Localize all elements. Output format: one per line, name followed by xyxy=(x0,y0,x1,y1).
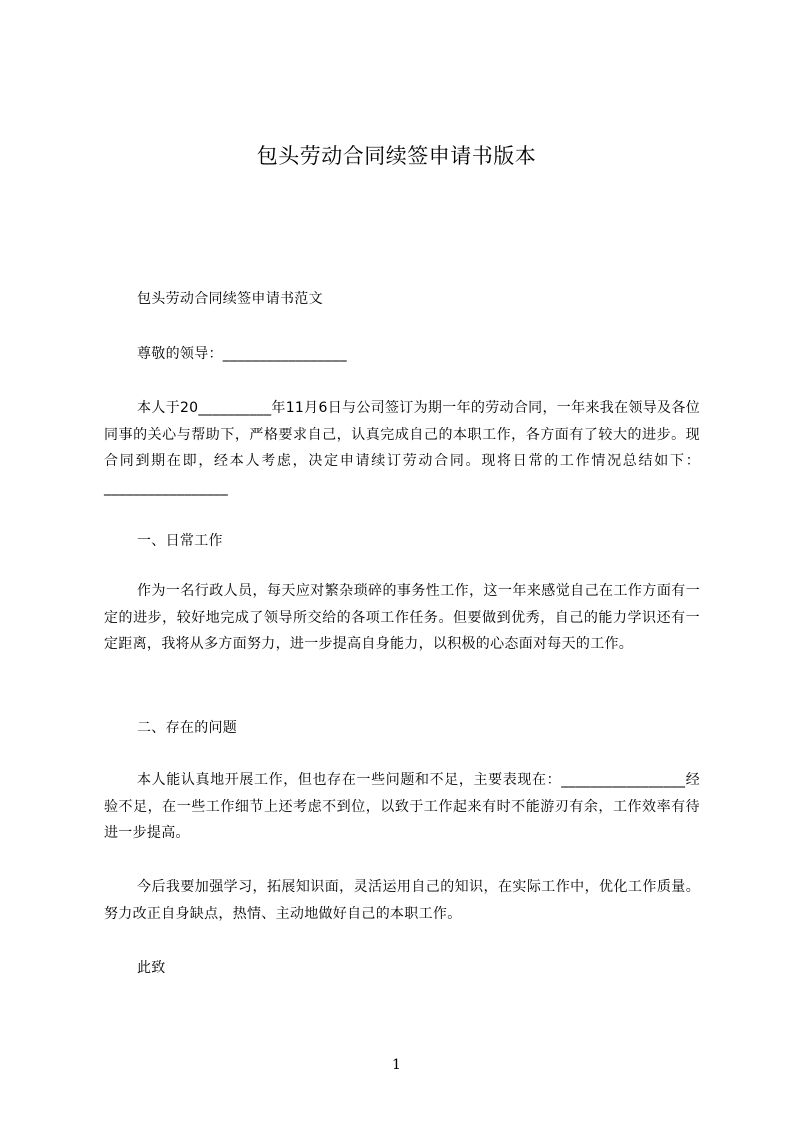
problems-paragraph: 本人能认真地开展工作，但也存在一些问题和不足，主要表现在：_________________经验不足，在一些工作细节上还考虑不到位，以致于工作起来有时不能游刃有余，工作效率有待进一步提高。 xyxy=(104,772,700,842)
salutation: 尊敬的领导：_________________ xyxy=(137,346,347,362)
daily-work-paragraph: 作为一名行政人员，每天应对繁杂琐碎的事务性工作，这一年来感觉自己在工作方面有一定的进步，较好地完成了领导所交给的各项工作任务。但要做到优秀，自己的能力学识还有一定距离，我将从多方面努力，进一步提高自身能力，以积极的心态面对每天的工作。 xyxy=(104,583,700,653)
page-number: 1 xyxy=(392,1057,401,1073)
section-heading-problems: 二、存在的问题 xyxy=(137,720,238,736)
document-subtitle: 包头劳动合同续签申请书范文 xyxy=(137,291,323,307)
section-heading-daily-work: 一、日常工作 xyxy=(137,533,223,549)
closing-paragraph: 今后我要加强学习，拓展知识面，灵活运用自己的知识，在实际工作中，优化工作质量。努力改正自身缺点，热情、主动地做好自己的本职工作。 xyxy=(104,879,700,922)
document-title: 包头劳动合同续签申请书版本 xyxy=(256,144,537,168)
closing-word: 此致 xyxy=(137,960,166,976)
intro-paragraph: 本人于20__________年11月6日与公司签订为期一年的劳动合同，一年来我在领导及各位同事的关心与帮助下，严格要求自己，认真完成自己的本职工作，各方面有了较大的进步。现合同到期在即，经本人考虑，决定申请续订劳动合同。现将日常的工作情况总结如下：_________________ xyxy=(104,400,700,497)
